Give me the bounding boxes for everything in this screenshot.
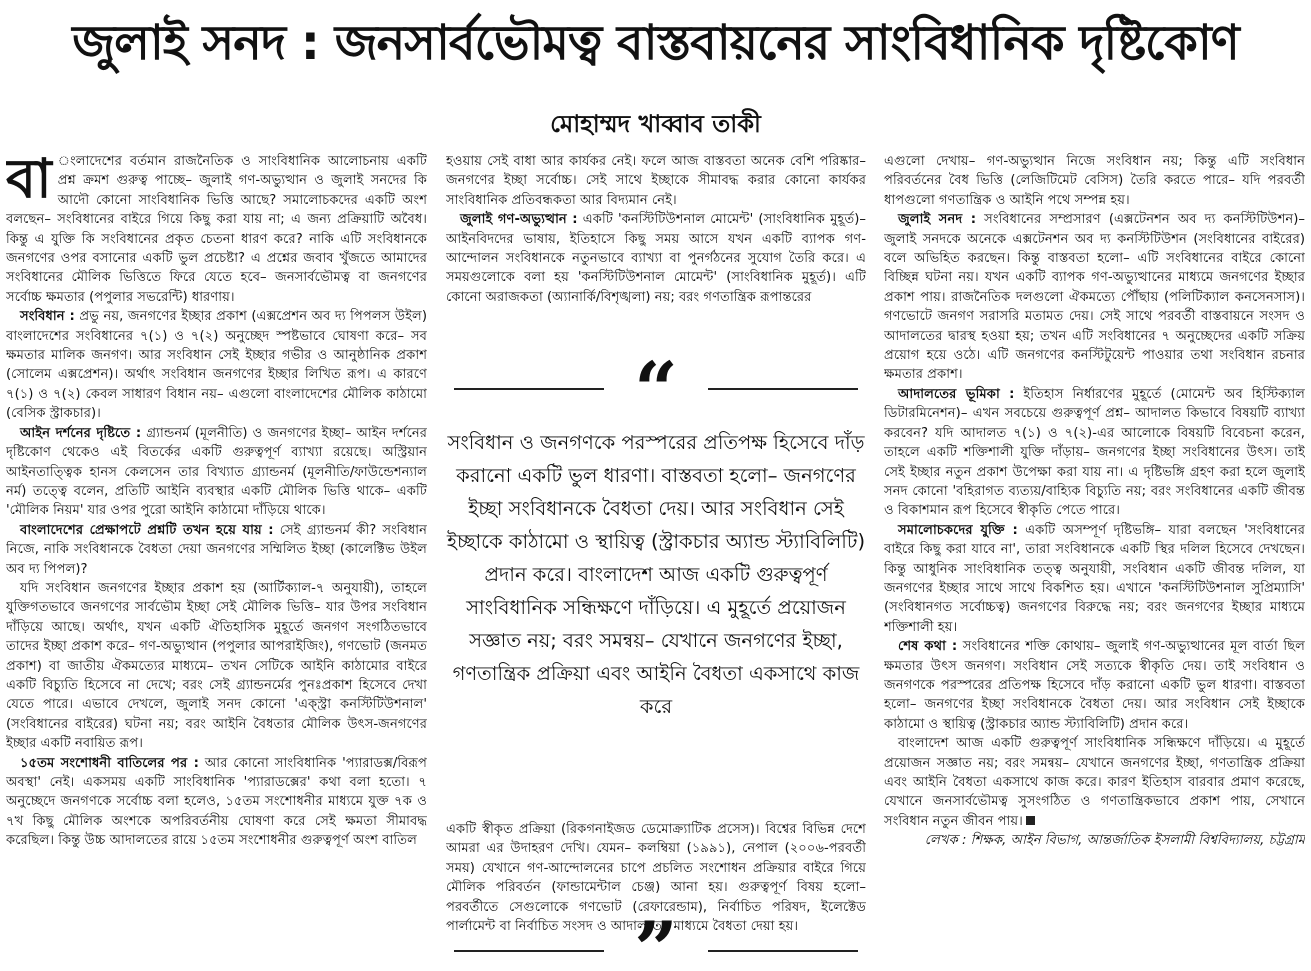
paragraph-text: একটি 'কনস্টিটিউশনাল মোমেন্ট' (সাংবিধানিক মুহূর্ত)– আইনবিদদের ভাষায়, ইতিহাসে কিছু সময় আসে যখন একটি ব্যাপক গণ-আন্দোলন সংবিধানকে নতুনভাবে ব্যাখ্যা বা পুনর্গঠনের সুযোগ তৈরি করে। এ সময়গুলোকে বলা হয় 'কনস্টিটিউশনাল মোমেন্ট' (সাংবিধানিক মুহূর্ত)। এটি কোনো অরাজকতা (অ্যানার্কি/বিশৃঙ্খলা) নয়; বরং গণতান্ত্রিক রূপান্তরের — [446, 212, 866, 305]
column-2 — [446, 152, 866, 962]
close-quote-icon: ” — [634, 905, 678, 962]
paragraph — [884, 734, 1305, 831]
paragraph-text: ংলাদেশের বর্তমান রাজনৈতিক ও সাংবিধানিক আলোচনায় একটি প্রশ্ন ক্রমশ গুরুত্ব পাচ্ছে– জুলাই গণ-অভ্যুত্থান ও জুলাই সনদের কি আদৌ কোনো সাংবিধানিক ভিত্তি আছে? সমালোচকদের একটি অংশ বলছেন– সংবিধানের বাইরে গিয়ে কিছু করা যায় না; এ জন্য প্রক্রিয়াটি অবৈধ। কিন্তু এ যুক্তি কি সংবিধানের প্রকৃত চেতনা ধারণ করে? নাকি এটি সংবিধানকে জনগণের ওপর বসানোর একটি ভুল প্রচেষ্টা? এ প্রশ্নের জবাব খুঁজতে আমাদের সংবিধানের মৌলিক ভিত্তিতে ফিরে যেতে হবে– জনসার্বভৌমত্ব বা জনগণের সর্বোচ্চ ক্ষমতার (পপুলার সভরেন্টি) ধারণায়। — [6, 154, 427, 305]
section-heading: ১৫তম সংশোধনী বাতিলের পর : — [20, 755, 199, 771]
section-heading: বাংলাদেশের প্রেক্ষাপটে প্রশ্নটি তখন হয়ে যায় : — [20, 522, 274, 538]
drop-cap: বা — [6, 152, 52, 210]
column-1 — [6, 152, 427, 962]
column-2-top — [446, 152, 866, 307]
paragraph: এগুলো দেখায়– গণ-অভ্যুত্থান নিজে সংবিধান নয়; কিন্তু এটি সংবিধান পরিবর্তনের বৈধ ভিত্তি (লেজিটিমেট বেসিস) তৈরি করতে পারে– যদি পরবর্তী ধাপগুলো গণতান্ত্রিক ও আইনি পথে সম্পন্ন হয়। — [884, 154, 1305, 208]
paragraph-text: গ্র্যান্ডনর্ম (মূলনীতি) ও জনগণের ইচ্ছা– আইন দর্শনের দৃষ্টিকোণ থেকেও এই বিতর্কের একটি গুরুত্বপূর্ণ ব্যাখ্যা রয়েছে। অস্ট্রিয়ান আইনতাত্ত্বিক হানস কেলসেন তার বিখ্যাত গ্র্যান্ডনর্ম (মূলনীতি/ফাউন্ডেশন্যাল নর্ম) তত্ত্বে বলেন, প্রতিটি আইনি ব্যবস্থার একটি মৌলিক ভিত্তি থাকে– একটি 'মৌলিক নিয়ম' যার ওপর পুরো আইনি কাঠামো দাঁড়িয়ে থাকে। — [6, 425, 427, 519]
section-heading: আদালতের ভূমিকা : — [898, 386, 1015, 402]
paragraph — [884, 637, 1305, 734]
paragraph — [446, 210, 866, 307]
paragraph-text: আর কোনো সাংবিধানিক 'প্যারাডক্স/বিরূপ অবস্থা' নেই। একসময় একটি সাংবিধানিক 'প্যারাডক্সের' কথা বলা হতো। ৭ অনুচ্ছেদে জনগণকে সর্বোচ্চ বলা হলেও, ১৫তম সংশোধনীর মাধ্যমে যুক্ত ৭ক ও ৭খ কিছু মৌলিক অংশকে অপরিবর্তনীয় ঘোষণা করে সেই ক্ষমতা সীমাবদ্ধ করেছিল। কিন্তু উচ্চ আদালতের রায়ে ১৫তম সংশোধনীর গুরুত্বপূর্ণ অংশ বাতিল — [6, 755, 427, 849]
paragraph-text: সংবিধানের সম্প্রসারণ (এক্সটেনশন অব দ্য কনস্টিটিউশন)– জুলাই সনদকে অনেকে এক্সটেনশন অব দ্য কনস্টিটিউশন (সংবিধানের বাইরের) বলে অভিহিত করছেন। কিন্তু বাস্তবতা হলো– এটি সংবিধানের বাইরে কোনো বিচ্ছিন্ন ঘটনা নয়। যখন একটি ব্যাপক গণ-অভ্যুত্থানের মাধ্যমে জনগণের ইচ্ছার প্রকাশ পায়। রাজনৈতিক দলগুলো ঐকমত্যে পৌঁছায় (পলিটিক্যাল কনসেনসাস)। গণভোটে জনগণ সরাসরি মতামত দেয়। সেই সাথে পরবর্তী বাস্তবায়নে সংসদ ও আদালতের দ্বারস্থ হওয়া হয়; তখন এটি সংবিধানের ৭ অনুচ্ছেদের একটি সক্রিয় প্রয়োগ হয়ে ওঠে। এটি জনগণের কনস্টিটুয়েন্ট পাওয়ার তথা সংবিধান রচনার ক্ষমতার প্রকাশ। — [884, 212, 1305, 383]
section-heading: শেষ কথা : — [898, 639, 958, 655]
open-quote-icon: “ — [634, 345, 678, 434]
pull-quote-text: সংবিধান ও জনগণকে পরস্পরের প্রতিপক্ষ হিসেবে দাঁড় করানো একটি ভুল ধারণা। বাস্তবতা হলো– জনগণের ইচ্ছা সংবিধানকে বৈধতা দেয়। আর সংবিধান সেই ইচ্ছাকে কাঠামো ও স্থায়িত্ব (স্ট্রাকচার অ্যান্ড স্ট্যাবিলিটি) প্রদান করে। বাংলাদেশ আজ একটি গুরুত্বপূর্ণ সাংবিধানিক সন্ধিক্ষণে দাঁড়িয়ে। এ মুহূর্তে প্রয়োজন সজ্ঞাত নয়; বরং সমন্বয়– যেখানে জনগণের ইচ্ছা, গণতান্ত্রিক প্রক্রিয়া এবং আইনি বৈধতা একসাথে কাজ করে — [446, 431, 866, 718]
paragraph-text: একটি অসম্পূর্ণ দৃষ্টিভঙ্গি– যারা বলছেন 'সংবিধানের বাইরে কিছু করা যাবে না', তারা সংবিধানকে একটি স্থির দলিল হিসেবে দেখছেন। কিন্তু আধুনিক সাংবিধানিক তত্ত্ব অনুযায়ী, সংবিধান একটি জীবন্ত দলিল, যা জনগণের ইচ্ছার সাথে সাথে বিকশিত হয়। এখানে 'কনস্টিটিউশনাল সুপ্রিম্যাসি' (সংবিধানগত সর্বোচ্চত্ব) জনগণের বিরুদ্ধে নয়; বরং জনগণের ইচ্ছার মাধ্যমে শক্তিশালী হয়। — [884, 522, 1305, 635]
paragraph-text: বাংলাদেশ আজ একটি গুরুত্বপূর্ণ সাংবিধানিক সন্ধিক্ষণে দাঁড়িয়ে। এ মুহূর্তে প্রয়োজন সজ্ঞাত নয়; বরং সমন্বয়– যেখানে জনগণের ইচ্ছা, গণতান্ত্রিক প্রক্রিয়া এবং আইনি বৈধতা একসাথে কাজ করে। কারণ ইতিহাস বারবার প্রমাণ করেছে, যেখানে জনসার্বভৌমত্ব সুসংগঠিত ও গণতান্ত্রিকভাবে প্রকাশ পায়, সেখানে সংবিধান নতুন জীবন পায়। — [884, 736, 1305, 829]
paragraph — [884, 210, 1305, 385]
paragraph — [6, 152, 427, 307]
paragraph — [6, 521, 427, 579]
paragraph-text: প্রভু নয়, জনগণের ইচ্ছার প্রকাশ (এক্সপ্রেশন অব দ্য পিপলস উইল) বাংলাদেশের সংবিধানের ৭(১) ও ৭(২) অনুচ্ছেদ স্পষ্টভাবে ঘোষণা করে– সব ক্ষমতার মালিক জনগণ। আর সংবিধান সেই ইচ্ছার গভীর ও আনুষ্ঠানিক প্রকাশ (সোলেম এক্সপ্রেশন)। অর্থাৎ সংবিধান জনগণের ইচ্ছার লিখিত রূপ। এ কারণে ৭(১) ও ৭(২) কেবল সাধারণ বিধান নয়– এগুলো বাংলাদেশের মৌলিক কাঠামো (বেসিক স্ট্রাকচার)। — [6, 309, 427, 422]
article-byline: মোহাম্মদ খাব্বাব তাকী — [550, 110, 761, 138]
paragraph-text: সংবিধানের শক্তি কোথায়– জুলাই গণ-অভ্যুত্থানের মূল বার্তা ছিল ক্ষমতার উৎস জনগণ। সংবিধান সেই সত্যকে স্বীকৃতি দেয়। তাই সংবিধান ও জনগণকে পরস্পরের প্রতিপক্ষ হিসেবে দাঁড় করানো একটি ভুল ধারণা। বাস্তবতা হলো– জনগণের ইচ্ছা সংবিধানকে বৈধতা দেয়। আর সংবিধান সেই ইচ্ছাকে কাঠামো ও স্থায়িত্ব (স্ট্রাকচার অ্যান্ড স্ট্যাবিলিটি) প্রদান করে। — [884, 639, 1305, 732]
paragraph — [6, 424, 427, 521]
column-3 — [884, 152, 1305, 962]
paragraph — [884, 385, 1305, 521]
paragraph: একটি স্বীকৃত প্রক্রিয়া (রিকগনাইজড ডেমোক্র্যাটিক প্রসেস)। বিশ্বের বিভিন্ন দেশে আমরা এর উদাহরণ দেখি। যেমন– কলম্বিয়া (১৯৯১), নেপাল (২০০৬-পরবর্তী সময়) যেখানে গণ-আন্দোলনের চাপে প্রচলিত সংশোধন প্রক্রিয়ার বাইরে গিয়ে মৌলিক পরিবর্তন (ফান্ডামেন্টাল চেঞ্জ) আনা হয়। গুরুত্বপূর্ণ বিষয় হলো– পরবর্তীতে সেগুলোকে গণভোট (রেফারেন্ডাম), নির্বাচিত পরিষদ, ইলেক্টেড পার্লামেন্ট বা নির্বাচিত সংসদ ও আদালতের মাধ্যমে বৈধতা দেয়া হয়। — [446, 822, 866, 935]
paragraph: হওয়ায় সেই বাধা আর কার্যকর নেই। ফলে আজ বাস্তবতা অনেক বেশি পরিষ্কার– জনগণের ইচ্ছা সর্বোচ্চ। সেই সাথে ইচ্ছাকে সীমাবদ্ধ করার কোনো কার্যকর সাংবিধানিক প্রতিবন্ধকতা আর বিদ্যমান নেই। — [446, 154, 866, 208]
author-note: লেখক : শিক্ষক, আইন বিভাগ, আন্তর্জাতিক ইসলামী বিশ্ববিদ্যালয়, চট্টগ্রাম — [924, 833, 1305, 849]
paragraph — [884, 521, 1305, 637]
paragraph — [6, 307, 427, 423]
paragraph: যদি সংবিধান জনগণের ইচ্ছার প্রকাশ হয় (আর্টিক্যাল-৭ অনুযায়ী), তাহলে যুক্তিগতভাবে জনগণের সার্বভৌম ইচ্ছা সেই মৌলিক ভিত্তি– যার উপর সংবিধান দাঁড়িয়ে আছে। অর্থাৎ, যখন একটি ঐতিহাসিক মুহূর্তে জনগণ সংগঠিতভাবে তাদের ইচ্ছা প্রকাশ করে– গণ-অভ্যুত্থান (পপুলার আপরাইজিং), গণভোট (জনমত প্রকাশ) বা জাতীয় ঐকমত্যের মাধ্যমে– তখন সেটিকে আইনি কাঠামোর বাইরে একটি বিচ্যুতি হিসেবে না দেখে; বরং সেই গ্র্যান্ডনর্মের পুনঃপ্রকাশ হিসেবে দেখা যেতে পারে। এভাবে দেখলে, জুলাই সনদ কোনো 'এক্স্ট্রা কনস্টিটিউশনাল' (সংবিধানের বাইরের) ঘটনা নয়; বরং আইনি বৈধতার মৌলিক উৎস-জনগণের ইচ্ছার একটি নবায়িত রূপ। — [6, 580, 427, 752]
section-heading: জুলাই সনদ : — [898, 212, 977, 228]
section-heading: আইন দর্শনের দৃষ্টিতে : — [20, 425, 142, 441]
paragraph-text: সেই গ্র্যান্ডনর্ম কী? সংবিধান নিজে, নাকি সংবিধানকে বৈধতা দেয়া জনগণের সম্মিলিত ইচ্ছা (কালেক্টিভ উইল অব দ্য পিপল)? — [6, 522, 427, 577]
section-heading: সংবিধান : — [20, 309, 75, 325]
section-heading: জুলাই গণ-অভ্যুত্থান : — [460, 212, 578, 228]
paragraph-text: ইতিহাস নির্ধারণের মুহূর্তে (মোমেন্ট অব হিস্টিক্যাল ডিটারমিনেশন)– এখন সবচেয়ে গুরুত্বপূর্ণ প্রশ্ন– আদালত কিভাবে বিষয়টি ব্যাখ্যা করবেন? যদি আদালত ৭(১) ও ৭(২)-এর আলোকে বিষয়টি বিবেচনা করেন, তাহলে একটি শক্তিশালী যুক্তি দাঁড়ায়– জনগণের ইচ্ছা সংবিধানের উৎস। তাই সেই ইচ্ছার নতুন প্রকাশ উপেক্ষা করা যায় না। এ দৃষ্টিভঙ্গি গ্রহণ করা হলে জুলাই সনদ কোনো 'বহিরাগত ব্যত্যয়/বাহ্যিক বিচ্যুতি নয়; বরং সংবিধানের একটি জীবন্ত ও বিকাশমান রূপ হিসেবে স্বীকৃতি পেতে পারে। — [884, 386, 1305, 519]
article-headline: জুলাই সনদ : জনসার্বভৌমত্ব বাস্তবায়নের সাংবিধানিক দৃষ্টিকোণ — [72, 15, 1239, 71]
paragraph — [6, 754, 427, 851]
section-heading: সমালোচকদের যুক্তি : — [898, 522, 1018, 538]
column-2-bottom — [446, 820, 866, 936]
end-mark-icon — [1026, 816, 1035, 825]
